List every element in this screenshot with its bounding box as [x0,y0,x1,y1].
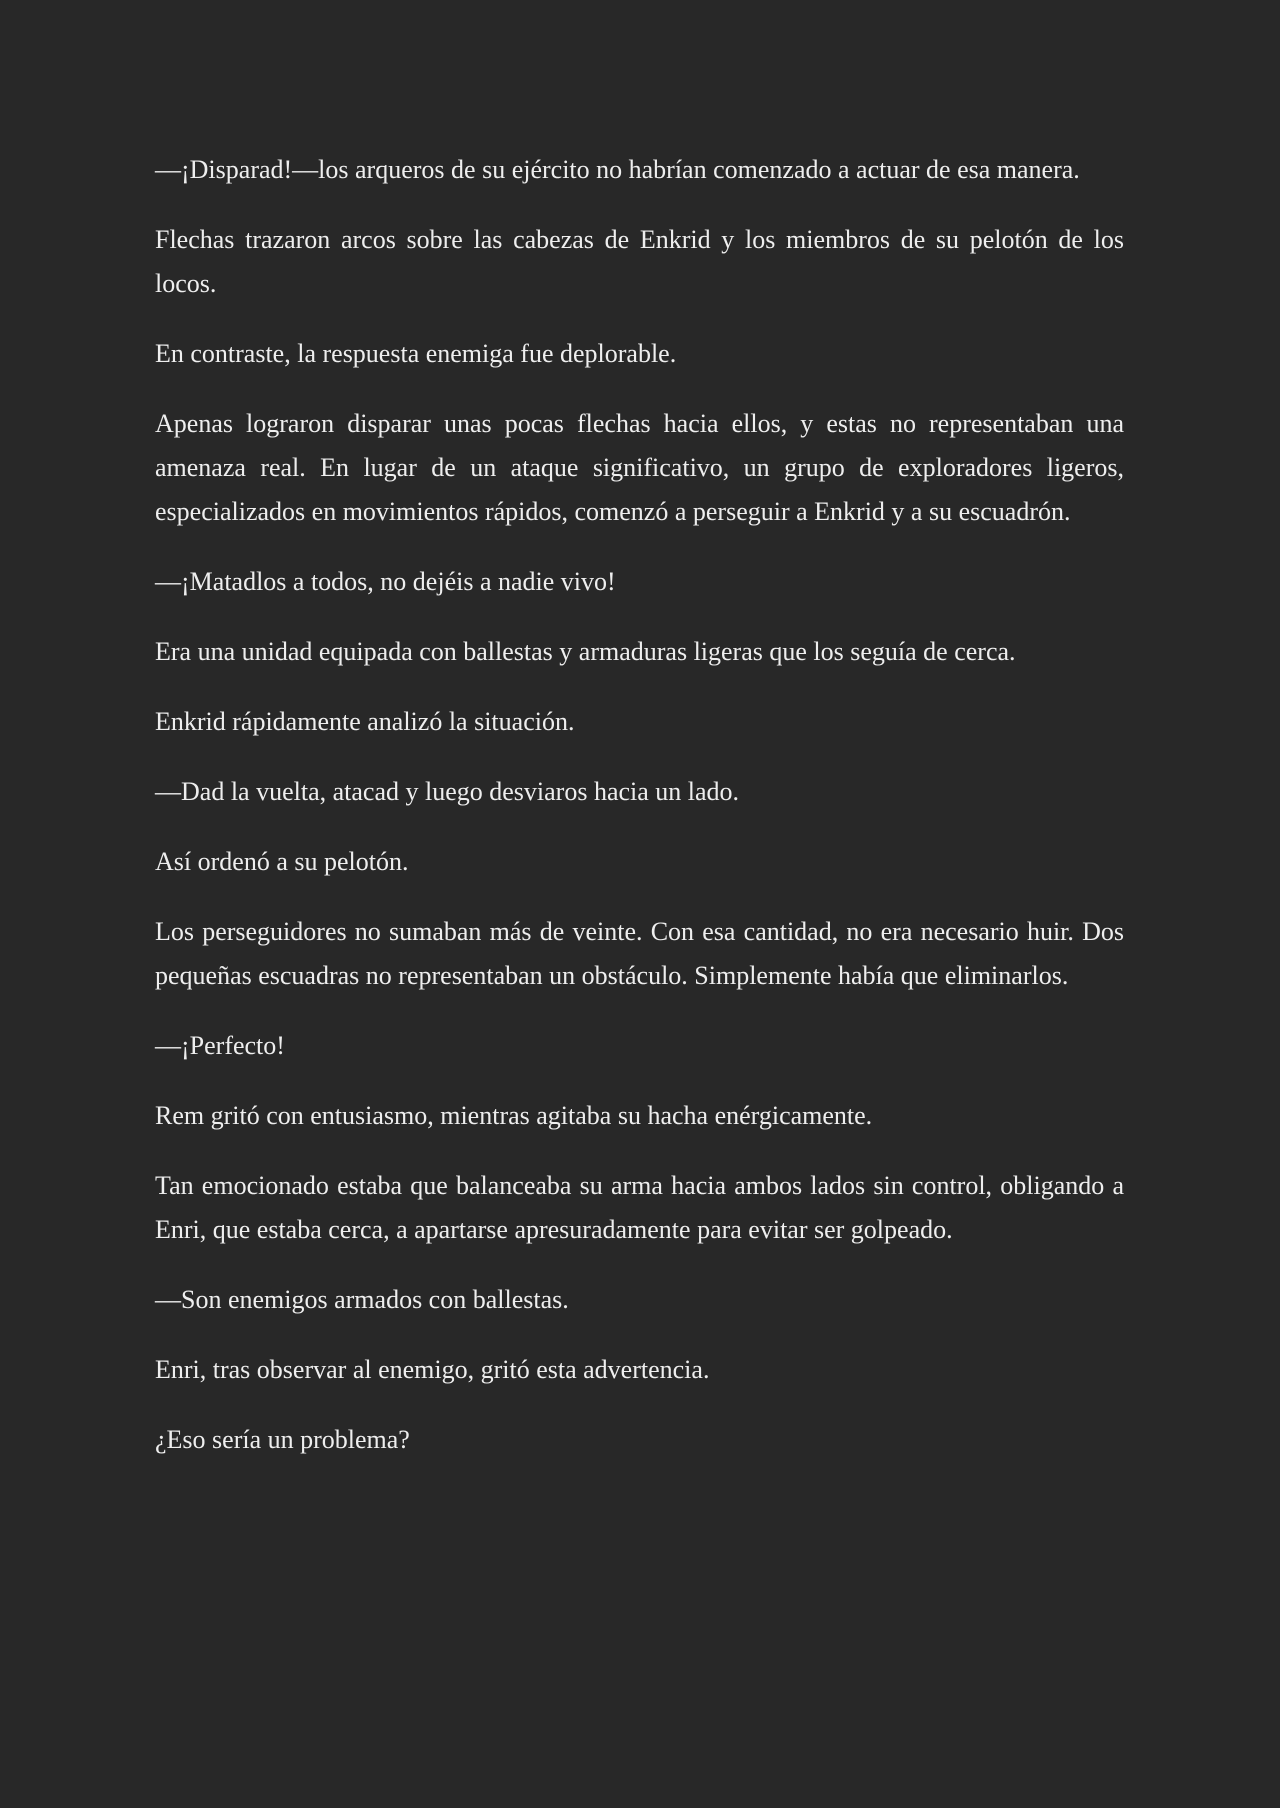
paragraph: —¡Perfecto! [155,1031,285,1060]
paragraph: Tan emocionado estaba que balanceaba su arma hacia ambos lados sin control, obligando a Enri, que estaba cerca, a apartarse apresuradamente para evitar ser golpeado. [155,1171,1124,1244]
paragraph: Rem gritó con entusiasmo, mientras agitaba su hacha enérgicamente. [155,1101,873,1130]
paragraph: En contraste, la respuesta enemiga fue deplorable. [155,339,677,368]
paragraph: —Dad la vuelta, atacad y luego desviaros hacia un lado. [155,777,740,806]
paragraph: Flechas trazaron arcos sobre las cabezas de Enkrid y los miembros de su pelotón de los locos. [155,225,1124,298]
paragraph: Apenas lograron disparar unas pocas flechas hacia ellos, y estas no representaban una amenaza real. En lugar de un ataque significativo, un grupo de exploradores ligeros, especializados en movimientos rápidos, comenzó a perseguir a Enkrid y a su escuadrón. [155,409,1124,526]
chapter-text [155,148,1124,1462]
paragraph: —¡Matadlos a todos, no dejéis a nadie vivo! [155,567,616,596]
paragraph: —Son enemigos armados con ballestas. [155,1285,569,1314]
paragraph: ¿Eso sería un problema? [155,1425,410,1454]
paragraph: Los perseguidores no sumaban más de veinte. Con esa cantidad, no era necesario huir. Dos pequeñas escuadras no representaban un obstáculo. Simplemente había que eliminarlos. [155,917,1124,990]
paragraph: Enkrid rápidamente analizó la situación. [155,707,575,736]
paragraph: —¡Disparad!—los arqueros de su ejército no habrían comenzado a actuar de esa manera. [155,155,1080,184]
paragraph: Era una unidad equipada con ballestas y armaduras ligeras que los seguía de cerca. [155,637,1016,666]
paragraph: Enri, tras observar al enemigo, gritó esta advertencia. [155,1355,710,1384]
paragraph: Así ordenó a su pelotón. [155,847,409,876]
